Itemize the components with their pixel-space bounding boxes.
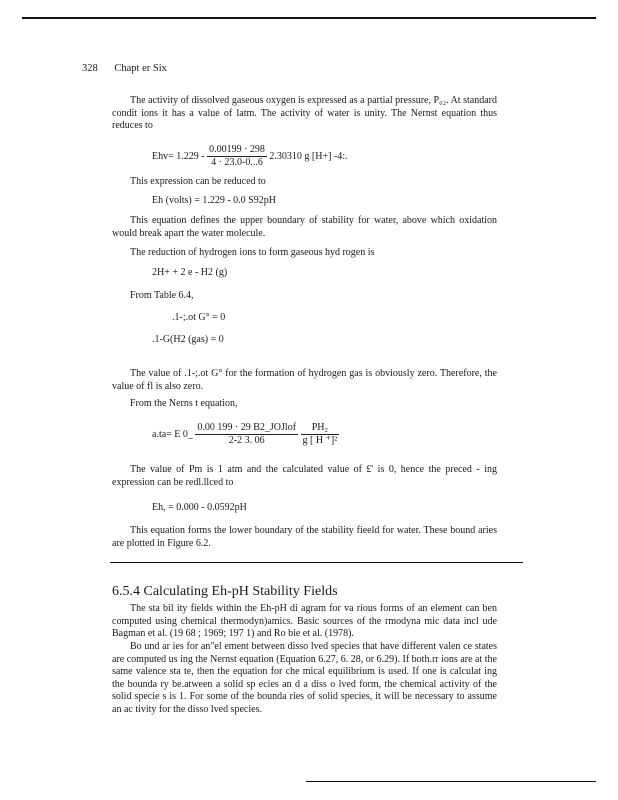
section-title: 6.5.4 Calculating Eh-pH Stability Fields [112,584,338,599]
section-rule [110,562,523,563]
paragraph-lower-boundary: This equation forms the lower boundary of the stability fieeld for water. These bound aries are plotted in Figure 6.2. [112,525,497,549]
paragraph-reduced: This expression can be reduced to [130,176,266,187]
paragraph-hydrogen-reduction: The reduction of hydrogen ions to form gaseous hyd rogen is [130,247,375,258]
bottom-rule [306,781,596,782]
equation-fraction-log: $\frac{\text{PH₂}}{\text{g [ H ⁺]²}}$ [302,422,338,446]
equation-eh-oxygen: Ehv= 1.229 - $\frac{0.00199 \cdot 298}{4 \cdot 23.0-0...6}$ 2.30310 g [H+] -4:. [152,144,348,168]
page-number: 328 [82,63,98,74]
equation-gibbs-a: .1-;.ot G° = 0 [172,312,226,323]
chapter-title: Chapt er Six [114,63,167,74]
paragraph-calculated-value: The value of Pm is 1 atm and the calculated value of £' is 0, hence the preced - ing expression can be redl.llced to [112,464,497,488]
page-header [82,63,167,74]
top-rule [22,17,596,19]
paragraph-stability-fields: The sta bil ity fields within the Eh-pH di agram for va rious forms of an element can ben computed using chemical thermodyn)amics. Basic sources of the rmodyna mic data incl ude Bagman et al. (19 68 ; 1969; 197 1) and Ro bie et al. (1978). [112,603,497,639]
paragraph-boundaries: Bo und ar ies for an"el ement between disso lved species that have different valen ce states are computed us ing the Nernst equation (Equation 6.27, 6. 28, or 6.29). If both.rr ions are at the same valence sta te, then the equation for che mical equilibrium is used. If one is calculat ing the bounda ry be.atween a solid sp ecies an d a diss o lved form, the chemical activity of the solid specie s is 1. For some of the bounda ries of solid species, it will be necessary to assume an ac tivity for the disso lved species. [112,641,497,715]
equation-upper-boundary: Eh (volts) = 1.229 - 0.0 S92pH [152,195,276,206]
paragraph-nernst: From the Nerns t equation, [130,398,238,409]
equation-gibbs-b: .1-G(H2 (gas) = 0 [152,334,224,345]
paragraph-upper-boundary: This equation defines the upper boundary of stability for water, above which oxidation would break apart the water molecule. [112,215,497,239]
paragraph-oxygen-activity: The activity of dissolved gaseous oxygen is expressed as a partial pressure, P₀₂. At standard condit ions it has a value of latm. The activity of water is unity. The Nernst equation thus reduces to [112,95,497,131]
equation-hydrogen: 2H+ + 2 e - H2 (g) [152,267,228,278]
paragraph-table-ref: From Table 6.4, [130,290,194,301]
equation-lower-boundary: Eh, = 0.000 - 0.0592pH [152,502,247,513]
paragraph-zero-value: The value of .1-;.ot G° for the formation of hydrogen gas is obviously zero. Therefore, the value of fl is also zero. [112,368,497,392]
equation-nernst-hydrogen: a.ta= E 0_ $\frac{\text{0.00 199 · 29 B2\_JOJlof}}{2-2 3. 06}$ $\frac{\text{PH₂}}{\text{g [ H ⁺]²}}$ [152,422,338,446]
equation-fraction: $\frac{0.00199 \cdot 298}{4 \cdot 23.0-0...6}$ [209,144,265,168]
equation-fraction: $\frac{\text{0.00 199 · 29 B2\_JOJlof}}{2-2 3. 06}$ [197,422,297,446]
